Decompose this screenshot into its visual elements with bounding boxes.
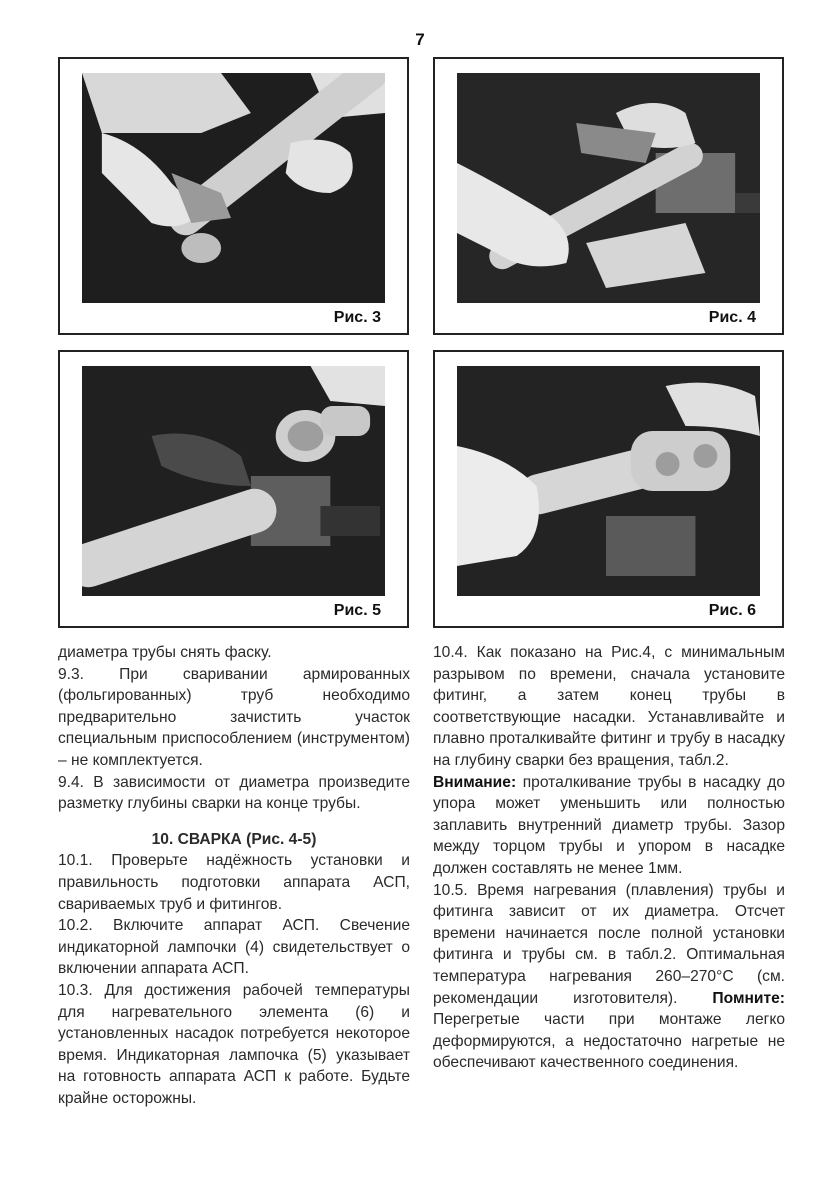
left-text-column: [58, 642, 410, 1109]
paragraph: [433, 880, 785, 1074]
figure-caption: Рис. 6: [708, 602, 756, 619]
attention-label: Внимание:: [433, 773, 517, 791]
paragraph-text: Перегретые части при монтаже легко деформируются, а недостаточно нагретые не обеспечивают качественного соединения.: [433, 1011, 785, 1072]
section-heading: 10. СВАРКА (Рис. 4-5): [151, 830, 317, 848]
photo-joining-fitting: [457, 366, 760, 596]
paragraph-text: 10.5. Время нагревания (плавления) трубы и фитинга зависит от их диаметра. Отсчет времени начинается после полной установки фитинга и трубы см. в табл.2. Оптимальная температура нагревания 260–270°С (см. рекомендации изготовителя).: [433, 881, 785, 1007]
photo-inserting-pipe: [457, 73, 760, 303]
figure-3: [58, 57, 409, 335]
paragraph: 10.2. Включите аппарат АСП. Свечение индикаторной лампочки (4) свидетельствует о включении аппарата АСП.: [58, 917, 410, 978]
figure-5: [58, 350, 409, 628]
photo-illustration: [457, 73, 760, 303]
photo-pipe-cutting: [82, 73, 385, 303]
figure-caption: Рис. 3: [333, 309, 381, 326]
figure-6: [433, 350, 784, 628]
attention-paragraph: [433, 772, 785, 880]
figure-caption: Рис. 4: [708, 309, 756, 326]
paragraph: диаметра трубы снять фаску.: [58, 644, 272, 661]
remember-label: Помните:: [712, 989, 785, 1007]
figure-4: [433, 57, 784, 335]
photo-illustration: [457, 366, 760, 596]
photo-heating-pipe: [82, 366, 385, 596]
page-number: 7: [415, 30, 425, 49]
paragraph: 9.4. В зависимости от диаметра произведите разметку глубины сварки на конце трубы.: [58, 773, 410, 813]
right-text-column: [433, 642, 785, 1074]
paragraph: 10.3. Для достижения рабочей температуры для нагревательного элемента (6) и установленных насадок потребуется некоторое время. Индикаторная лампочка (5) указывает на готовность аппарата АСП к работе. Будьте крайне осторожны.: [58, 981, 410, 1107]
attention-text: проталкивание трубы в насадку до упора может уменьшить или полностью заплавить внутренний диаметр трубы. Зазор между торцом трубы и упором в насадке должен составлять не менее 1мм.: [433, 773, 785, 877]
paragraph: 10.4. Как показано на Рис.4, с минимальным разрывом по времени, сначала установите фитинг, а затем конец трубы в соответствующие насадки. Устанавливайте и плавно проталкивайте фитинг и трубу в насадку на глубину сварки без вращения, табл.2.: [433, 644, 785, 769]
figure-caption: Рис. 5: [333, 602, 381, 619]
photo-illustration: [82, 73, 385, 303]
photo-illustration: [82, 366, 385, 596]
paragraph: 10.1. Проверьте надёжность установки и правильность подготовки аппарата АСП, свариваемых труб и фитингов.: [58, 852, 410, 913]
paragraph: 9.3. При сваривании армированных (фольгированных) труб необходимо предварительно зачистить участок специальным приспособлением (инструментом) – не комплектуется.: [58, 665, 410, 769]
